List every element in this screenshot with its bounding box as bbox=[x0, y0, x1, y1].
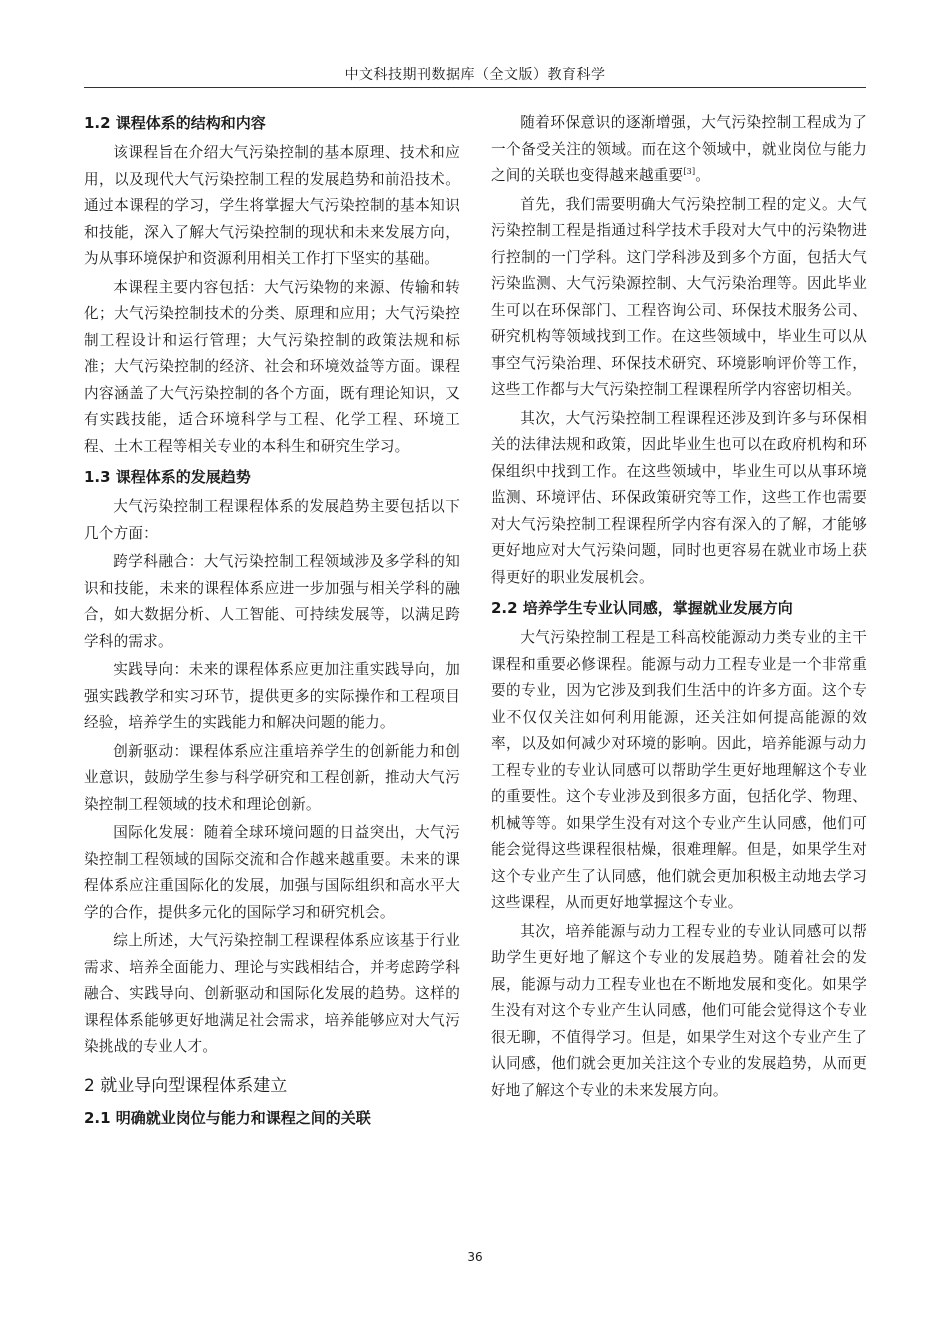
heading-1-2: 1.2 课程体系的结构和内容 bbox=[84, 114, 266, 132]
paragraph: 首先，我们需要明确大气污染控制工程的定义。大气污染控制工程是指通过科学技术手段对大气中的污染物进行控制的一门学科。这门学科涉及到多个方面，包括大气污染监测、大气污染源控制、大气污染治理等。因此毕业生可以在环保部门、工程咨询公司、环保技术服务公司、研究机构等领域找到工作。在这些领域中，毕业生可以从事空气污染治理、环保技术研究、环境影响评价等工作，这些工作都与大气污染控制工程课程所学内容密切相关。 bbox=[491, 195, 867, 398]
paragraph bbox=[491, 110, 867, 190]
citation-ref: [3] bbox=[683, 167, 696, 177]
header-rule bbox=[84, 87, 866, 88]
paragraph-end: 。 bbox=[695, 167, 711, 184]
paragraph: 创新驱动：课程体系应注重培养学生的创新能力和创业意识，鼓励学生参与科学研究和工程创新，推动大气污染控制工程领域的技术和理论创新。 bbox=[84, 742, 460, 813]
paragraph: 实践导向：未来的课程体系应更加注重实践导向，加强实践教学和实习环节，提供更多的实际操作和工程项目经验，培养学生的实践能力和解决问题的能力。 bbox=[84, 661, 460, 731]
heading-2: 2 就业导向型课程体系建立 bbox=[84, 1075, 288, 1096]
right-column bbox=[491, 110, 867, 1106]
left-column bbox=[84, 110, 460, 1135]
journal-header: 中文科技期刊数据库（全文版）教育科学 bbox=[344, 67, 606, 83]
paragraph: 综上所述，大气污染控制工程课程体系应该基于行业需求、培养全面能力、理论与实践相结合，并考虑跨学科融合、实践导向、创新驱动和国际化发展的趋势。这样的课程体系能够更好地满足社会需求，培养能够应对大气污染挑战的专业人才。 bbox=[84, 932, 460, 1055]
paragraph: 本课程主要内容包括：大气污染物的来源、传输和转化；大气污染控制技术的分类、原理和应用；大气污染控制工程设计和运行管理；大气污染控制的政策法规和标准；大气污染控制的经济、社会和环境效益等方面。课程内容涵盖了大气污染控制的各个方面，既有理论知识，又有实践技能，适合环境科学与工程、化学工程、环境工程、土木工程等相关专业的本科生和研究生学习。 bbox=[84, 278, 460, 455]
paragraph: 其次，培养能源与动力工程专业的专业认同感可以帮助学生更好地了解这个专业的发展趋势。随着社会的发展，能源与动力工程专业也在不断地发展和变化。如果学生没有对这个专业产生认同感，他们可能会觉得这个专业很无聊，不值得学习。但是，如果学生对这个专业产生了认同感，他们就会更加关注这个专业的发展趋势，从而更好地了解这个专业的未来发展方向。 bbox=[491, 922, 867, 1099]
paragraph: 国际化发展：随着全球环境问题的日益突出，大气污染控制工程领域的国际交流和合作越来越重要。未来的课程体系应注重国际化的发展，加强与国际组织和高水平大学的合作，提供多元化的国际学习和研究机会。 bbox=[84, 824, 460, 921]
paragraph: 其次，大气污染控制工程课程还涉及到许多与环保相关的法律法规和政策，因此毕业生也可以在政府机构和环保组织中找到工作。在这些领域中，毕业生可以从事环境监测、环境评估、环保政策研究等工作，这些工作也需要对大气污染控制工程课程所学内容有深入的了解，才能够更好地应对大气污染问题，同时也更容易在就业市场上获得更好的职业发展机会。 bbox=[491, 409, 867, 586]
paragraph: 该课程旨在介绍大气污染控制的基本原理、技术和应用，以及现代大气污染控制工程的发展趋势和前沿技术。通过本课程的学习，学生将掌握大气污染控制的基本知识和技能，深入了解大气污染控制的现状和未来发展方向，为从事环境保护和资源利用相关工作打下坚实的基础。 bbox=[84, 144, 460, 267]
heading-2-1: 2.1 明确就业岗位与能力和课程之间的关联 bbox=[84, 1108, 371, 1127]
heading-1-3: 1.3 课程体系的发展趋势 bbox=[84, 468, 251, 486]
heading-2-2: 2.2 培养学生专业认同感，掌握就业发展方向 bbox=[491, 599, 793, 617]
paragraph-text: 随着环保意识的逐渐增强，大气污染控制工程成为了一个备受关注的领域。而在这个领域中，就业岗位与能力之间的关联也变得越来越重要 bbox=[491, 114, 867, 184]
paragraph: 大气污染控制工程是工科高校能源动力类专业的主干课程和重要必修课程。能源与动力工程专业是一个非常重要的专业，因为它涉及到我们生活中的许多方面。这个专业不仅仅关注如何利用能源，还关注如何提高能源的效率，以及如何减少对环境的影响。因此，培养能源与动力工程专业的专业认同感可以帮助学生更好地理解这个专业的重要性。这个专业涉及到很多方面，包括化学、物理、机械等等。如果学生没有对这个专业产生认同感，他们可能会觉得这些课程很枯燥，很难理解。但是，如果学生对这个专业产生了认同感，他们就会更加积极主动地去学习这些课程，从而更好地掌握这个专业。 bbox=[491, 629, 867, 911]
page-number: 36 bbox=[467, 1250, 483, 1264]
paragraph: 跨学科融合：大气污染控制工程领域涉及多学科的知识和技能，未来的课程体系应进一步加强与相关学科的融合，如大数据分析、人工智能、可持续发展等，以满足跨学科的需求。 bbox=[84, 553, 460, 650]
paragraph: 大气污染控制工程课程体系的发展趋势主要包括以下几个方面： bbox=[84, 498, 460, 542]
